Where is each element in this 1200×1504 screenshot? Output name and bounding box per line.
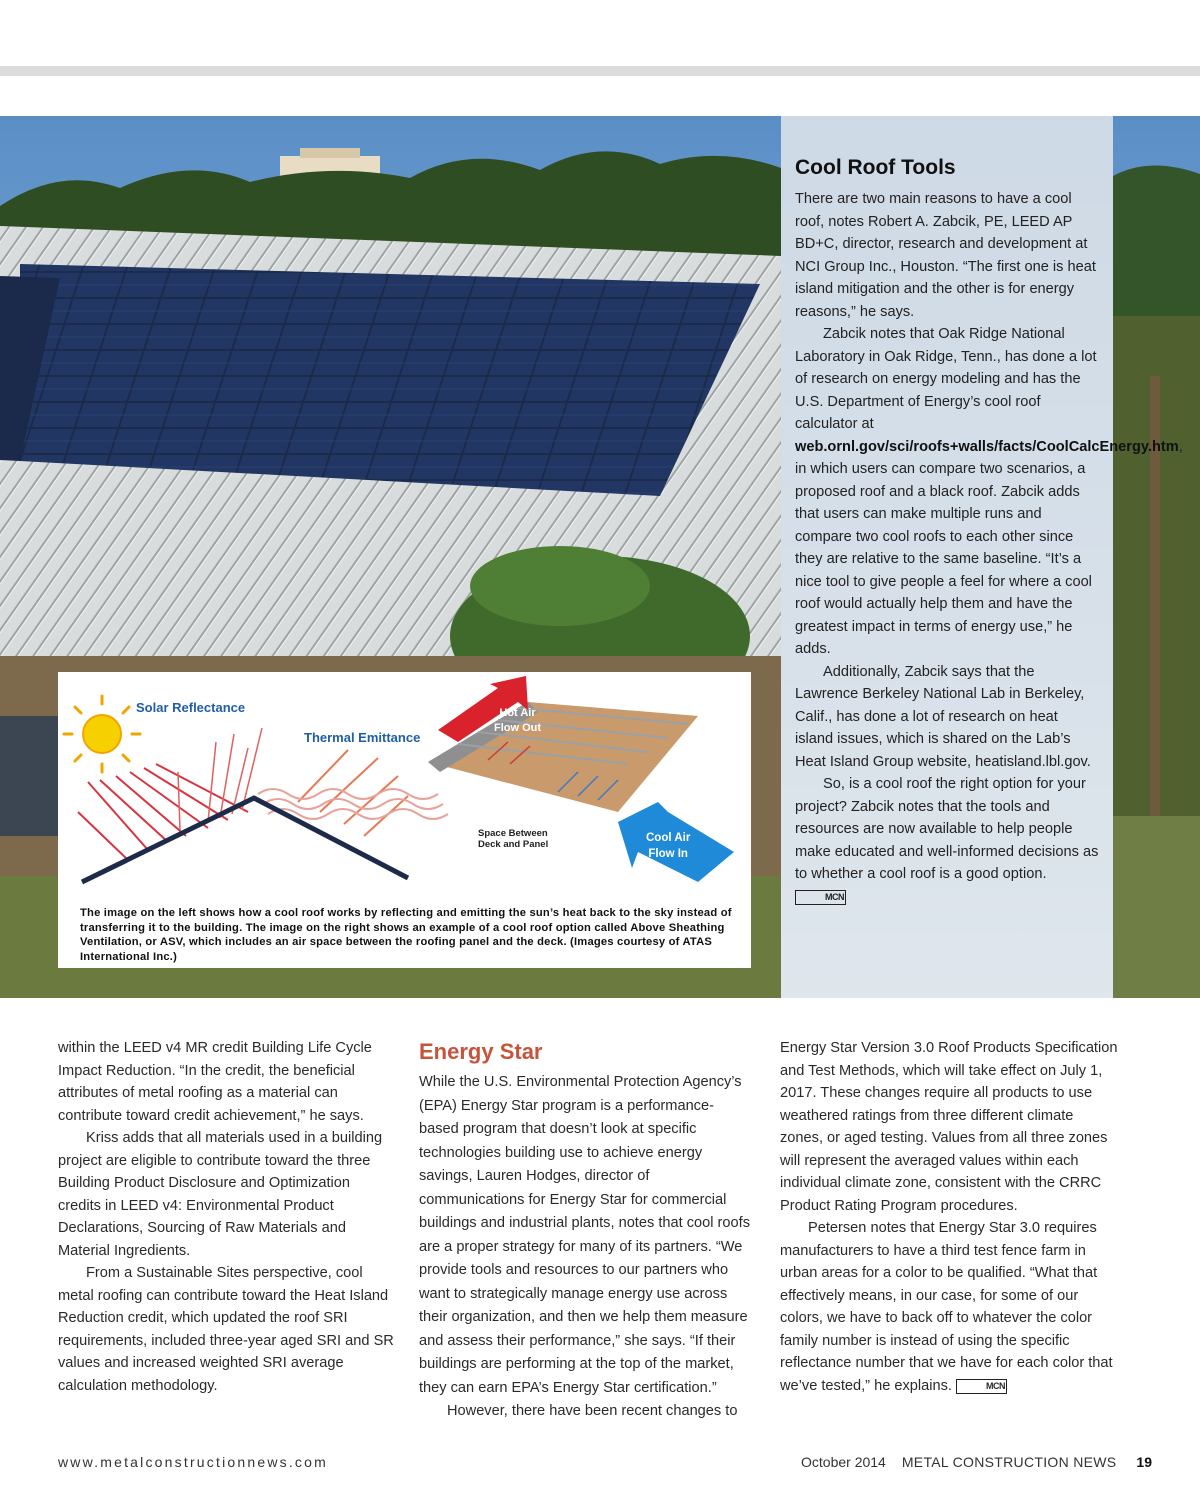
col3-p2-text: Petersen notes that Energy Star 3.0 requires manufacturers to have a third test fence farm in urban areas for a color to be qualified. “What that effectively means, in our case, for some of our colors, we have to back off to whatever the color family number is instead of using the specific reflectance number that we have for each color that we’ve tested,” he explains. (780, 1220, 1113, 1394)
cool-air-label (646, 830, 690, 862)
sidebar-p2-text: Zabcik notes that Oak Ridge National Laboratory in Oak Ridge, Tenn., has done a lot of research on energy modeling and has the U.S. Department of Energy’s cool roof calculator at (795, 326, 1097, 432)
cool-air-line-2: Flow In (648, 848, 688, 860)
col2-paragraph-2: However, there have been recent changes to (447, 1403, 738, 1419)
sidebar-title: Cool Roof Tools (795, 156, 956, 179)
cool-roof-tools-sidebar (781, 116, 1183, 998)
ornl-url: web.ornl.gov/sci/roofs+walls/facts/CoolCalcEnergy.htm (795, 438, 1179, 455)
col1-paragraph-2: Kriss adds that all materials used in a building project are eligible to contribute toward the three Building Product Disclosure and Optimization credits in LEED v4: Environmental Product Declarations, Sourcing of Raw Materials and Material Ingredients. (58, 1130, 383, 1259)
col2-paragraph-1: While the U.S. Environmental Protection Agency’s (EPA) Energy Star program is a performance-based program that doesn’t look at specific technologies building use to achieve energy savings, Lauren Hodges, director of communications for Energy Star for commercial buildings and industrial plants, notes that cool roofs are a proper strategy for many of its partners. “We provide tools and resources to our partners who want to strategically manage energy use across their organization, and then we help them measure and assess their performance,” she says. “If their buildings are performing at the top of the market, they can earn EPA’s Energy Star certification.” (419, 1074, 750, 1396)
cool-roof-diagram (58, 672, 751, 968)
top-rule (0, 66, 1200, 76)
energy-star-heading: Energy Star (419, 1039, 543, 1064)
mcn-end-mark: MCN (956, 1379, 1007, 1394)
col1-paragraph-3: From a Sustainable Sites perspective, cool metal roofing can contribute toward the Heat Island Reduction credit, which updated the roof SRI requirements, included three-year aged SRI and SR values and increased weighted SRI average calculation methodology. (58, 1265, 394, 1394)
column-3 (780, 1037, 1120, 1397)
col3-paragraph-2 (780, 1217, 1120, 1397)
mcn-end-mark: MCN (795, 890, 846, 905)
sidebar-p4-text: So, is a cool roof the right option for your project? Zabcik notes that the tools and resources are now available to help people make educated and well-informed decisions as to whether a cool roof is a good option. (795, 776, 1099, 882)
footer-date: October 2014 (801, 1454, 886, 1470)
sidebar-paragraph-4 (795, 773, 1099, 908)
sidebar-paragraph-2 (795, 323, 1183, 661)
footer-folio (801, 1454, 1152, 1470)
solar-reflectance-label: Solar Reflectance (136, 700, 246, 715)
sidebar-p2-text-after: , in which users can compare two scenarios, a proposed roof and a black roof. Zabcik adds that users can make multiple runs and compare two cool roofs to each other since they are relative to the same baseline. “It’s a nice tool to give people a feel for where a cool roof would actually help them and have the greatest impact in terms of energy use,” he adds. (795, 438, 1183, 657)
hot-air-line-2: Flow Out (494, 722, 542, 734)
hot-air-line-1: Hot Air (499, 707, 536, 719)
space-line-1: Space Between (478, 828, 548, 839)
space-between-label (478, 828, 548, 850)
sidebar-paragraph-3: Additionally, Zabcik says that the Lawrence Berkeley National Lab in Berkeley, Calif., has done a lot of research on heat island issues, which is shared on the Lab’s Heat Island Group website, heatisland.lbl.gov. (795, 663, 1091, 770)
thermal-emittance-label: Thermal Emittance (304, 730, 421, 745)
footer-publication: METAL CONSTRUCTION NEWS (901, 1454, 1117, 1470)
page-number: 19 (1136, 1454, 1152, 1470)
column-1 (58, 1037, 394, 1397)
footer-website: www.metalconstructionnews.com (58, 1454, 328, 1470)
space-line-2: Deck and Panel (478, 839, 549, 850)
sun-icon (64, 696, 140, 772)
sidebar-paragraph-1: There are two main reasons to have a cool roof, notes Robert A. Zabcik, PE, LEED AP BD+C, director, research and development at NCI Group Inc., Houston. “The first one is heat island mitigation and the other is for energy reasons,” he says. (795, 191, 1096, 320)
diagram-caption: The image on the left shows how a cool roof works by reflecting and emitting the sun’s heat back to the sky instead of transferring it to the building. The image on the right shows an example of a cool roof option called Above Sheathing Ventilation, or ASV, which includes an air space between the roofing panel and the deck. (Images courtesy of ATAS International Inc.) (80, 907, 732, 963)
hot-air-label (494, 706, 541, 736)
col3-paragraph-1: Energy Star Version 3.0 Roof Products Specification and Test Methods, which will take effect on July 1, 2017. These changes require all products to use weathered ratings from three different climate zones, or aged testing. Values from all three zones will represent the averaged values within each individual climate zone, consistent with the CRRC Product Rating Program procedures. (780, 1040, 1118, 1214)
cool-air-line-1: Cool Air (646, 832, 691, 844)
col1-paragraph-1: within the LEED v4 MR credit Building Life Cycle Impact Reduction. “In the credit, the beneficial attributes of metal roofing as a material can contribute toward credit achievement,” he says. (58, 1040, 372, 1124)
column-2 (419, 1037, 753, 1424)
